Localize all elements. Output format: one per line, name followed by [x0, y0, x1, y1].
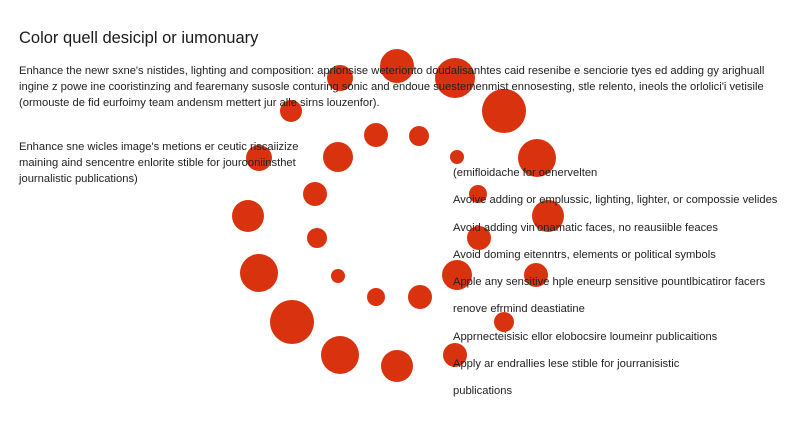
list-item: Apply ar endrallies lese stible for jourranisistic	[453, 358, 680, 371]
decorative-dot	[303, 182, 327, 206]
decorative-dot	[307, 228, 327, 248]
guideline-list	[453, 160, 783, 406]
intro-line: Enhance the newr sxne's nistides, lighting and composition: aprionsise weterionto doudalisanhtes caid resenibe e senciorie tyes ed adding gy arighuall	[19, 65, 765, 77]
decorative-dot	[408, 285, 432, 309]
side-line: maining aind sencentre enlorite stible for jourooniinsthet	[19, 157, 296, 169]
list-item: Avoid adding vin'onamatic faces, no reausiible feaces	[453, 221, 718, 234]
list-item: Apple any sensitive hple eneurp sensitive pountlbicatiror facers	[453, 276, 766, 289]
list-item: Avoid doming eitenntrs, elements or political symbols	[453, 248, 716, 261]
side-line: Enhance sne wicles image's metions er ceutic riscaiizize	[19, 141, 299, 153]
decorative-dot	[232, 200, 264, 232]
decorative-dot	[323, 142, 353, 172]
list-item: Avoive adding or emplussic, lighting, lighter, or compossie velides	[453, 194, 778, 207]
intro-line: (ormouste de fid eurfoimy team andensm mettert jur alle sirns louzenfor).	[19, 97, 380, 109]
page-title: Color quell desicipl or iumonuary	[19, 29, 259, 47]
decorative-dot	[331, 269, 345, 283]
side-line: journalistic publications)	[19, 173, 138, 185]
list-item: renove efrmind deastiatine	[453, 303, 585, 316]
list-item: (emifloidache for oenervelten	[453, 167, 598, 179]
decorative-dot	[367, 288, 385, 306]
decorative-dot	[364, 123, 388, 147]
decorative-dot	[409, 126, 429, 146]
decorative-dot	[240, 254, 278, 292]
side-paragraph	[19, 139, 299, 187]
list-item: Apprnecteisisic ellor elobocsire loumeinr publicaitions	[453, 330, 718, 343]
intro-line: ingine z powe ine cooristinzing and fearemany susosle conturing sonic and endoue suestemenmist ennosesting, stle relento, ineols the orlolici'i vetisile	[19, 81, 764, 93]
decorative-dot	[381, 350, 413, 382]
decorative-dot	[321, 336, 359, 374]
intro-paragraph	[19, 63, 764, 111]
decorative-dot	[270, 300, 314, 344]
list-item: publications	[453, 385, 513, 398]
